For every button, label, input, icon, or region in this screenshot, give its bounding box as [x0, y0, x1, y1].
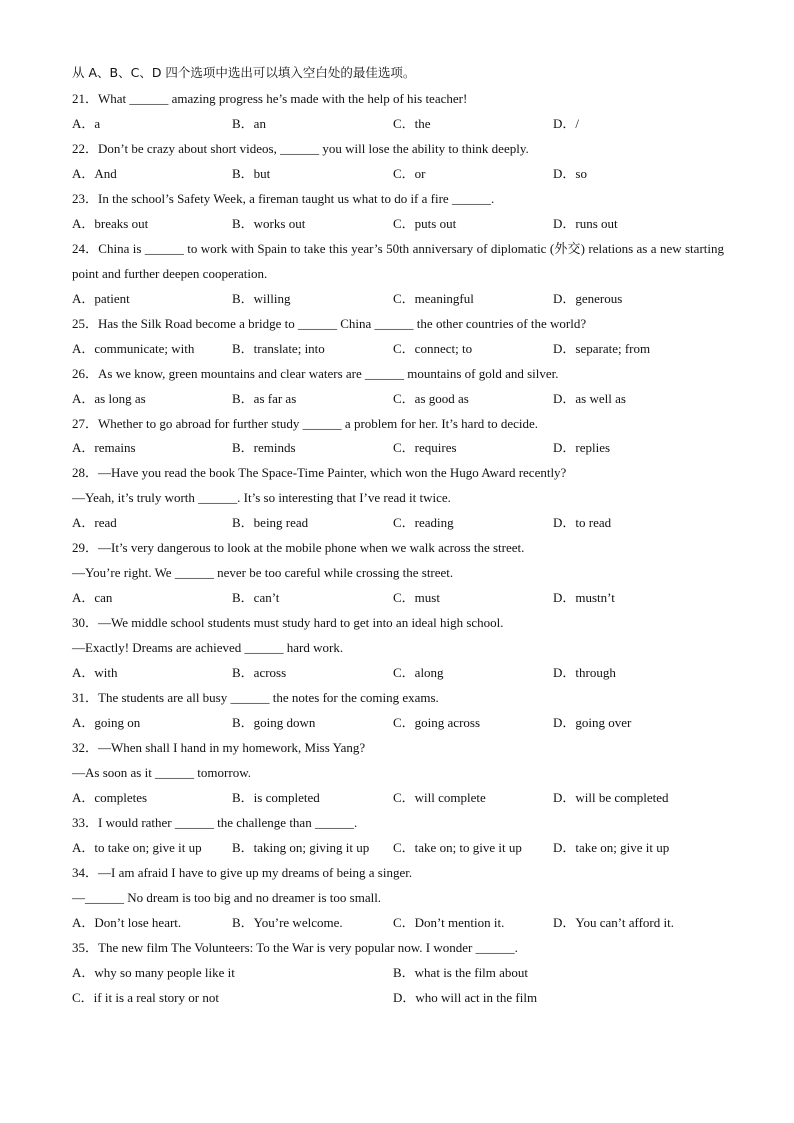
question-29-stem: 29．—It’s very dangerous to look at the mobile phone when we walk across the street. — [72, 540, 525, 555]
option-a: A．going on — [72, 715, 141, 730]
option-d: D．You can’t afford it. — [553, 915, 674, 930]
option-d: D．as well as — [553, 391, 626, 406]
question-30-reply: —Exactly! Dreams are achieved ______ hard work. — [72, 640, 344, 655]
question-27-options — [72, 435, 732, 460]
question-28-reply: —Yeah, it’s truly worth ______. It’s so interesting that I’ve read it twice. — [72, 490, 451, 505]
option-a: A．breaks out — [72, 216, 149, 231]
option-c: C．Don’t mention it. — [393, 915, 505, 930]
option-d: D．take on; give it up — [553, 840, 670, 855]
option-b: B．what is the film about — [393, 965, 529, 980]
option-b: B．taking on; giving it up — [232, 840, 370, 855]
option-b: B．across — [232, 665, 287, 680]
option-a: A．And — [72, 166, 117, 181]
option-d: D．replies — [553, 440, 611, 455]
option-d: D．to read — [553, 515, 612, 530]
option-c: C．meaningful — [393, 291, 474, 306]
question-34-options — [72, 910, 732, 935]
option-a: A．why so many people like it — [72, 965, 235, 980]
option-a: A．read — [72, 515, 117, 530]
question-23-options — [72, 211, 732, 236]
question-21-options — [72, 111, 732, 136]
option-a: A．remains — [72, 440, 136, 455]
option-d: D．separate; from — [553, 341, 651, 356]
option-b: B．an — [232, 116, 266, 131]
option-c: C．the — [393, 116, 431, 131]
option-a: A．patient — [72, 291, 130, 306]
question-29-reply: —You’re right. We ______ never be too careful while crossing the street. — [72, 565, 454, 580]
question-25-options — [72, 336, 732, 361]
option-c: C．will complete — [393, 790, 486, 805]
question-28-options — [72, 510, 732, 535]
question-28-stem: 28．—Have you read the book The Space-Time Painter, which won the Hugo Award recently? — [72, 465, 567, 480]
option-b: B．going down — [232, 715, 316, 730]
question-32-options — [72, 785, 732, 810]
option-d: D．generous — [553, 291, 623, 306]
question-27-stem: 27．Whether to go abroad for further study ______ a problem for her. It’s hard to decide. — [72, 416, 539, 431]
question-29-options — [72, 585, 732, 610]
option-d: D．mustn’t — [553, 590, 615, 605]
option-b: B．can’t — [232, 590, 280, 605]
question-26-options — [72, 386, 732, 411]
question-24-options — [72, 286, 732, 311]
option-c: C．reading — [393, 515, 454, 530]
instruction-text: 从 A、B、C、D 四个选项中选出可以填入空白处的最佳选项。 — [72, 65, 416, 80]
option-b: B．works out — [232, 216, 306, 231]
option-d: D．through — [553, 665, 616, 680]
option-d: D．/ — [553, 116, 580, 131]
option-d: D．who will act in the film — [393, 990, 538, 1005]
question-35-stem: 35．The new film The Volunteers: To the War is very popular now. I wonder ______. — [72, 940, 518, 955]
question-34-reply: —______ No dream is too big and no dreamer is too small. — [72, 890, 382, 905]
option-a: A．communicate; with — [72, 341, 195, 356]
option-c: C．connect; to — [393, 341, 473, 356]
option-b: B．but — [232, 166, 271, 181]
option-b: B．translate; into — [232, 341, 325, 356]
option-c: C．or — [393, 166, 426, 181]
question-31-options — [72, 710, 732, 735]
question-35-options-row2 — [72, 985, 732, 1010]
option-b: B．You’re welcome. — [232, 915, 343, 930]
option-d: D．going over — [553, 715, 632, 730]
option-a: A．a — [72, 116, 101, 131]
question-22-stem: 22．Don’t be crazy about short videos, ______ you will lose the ability to think deeply. — [72, 141, 529, 156]
question-21-stem: 21．What ______ amazing progress he’s made with the help of his teacher! — [72, 91, 468, 106]
option-c: C．must — [393, 590, 440, 605]
option-c: C．along — [393, 665, 444, 680]
option-d: D．so — [553, 166, 587, 181]
question-32-stem: 32．—When shall I hand in my homework, Miss Yang? — [72, 740, 366, 755]
question-33-stem: 33．I would rather ______ the challenge than ______. — [72, 815, 358, 830]
question-32-reply: —As soon as it ______ tomorrow. — [72, 765, 251, 780]
option-a: A．can — [72, 590, 113, 605]
question-31-stem: 31．The students are all busy ______ the notes for the coming exams. — [72, 690, 439, 705]
question-24-stem: 24．China is ______ to work with Spain to take this year’s 50th anniversary of diplomatic (外交) relations as a new starting point and further deepen cooperation. — [72, 241, 724, 281]
option-d: D．will be completed — [553, 790, 669, 805]
question-25-stem: 25．Has the Silk Road become a bridge to ______ China ______ the other countries of the world? — [72, 316, 587, 331]
option-a: A．to take on; give it up — [72, 840, 202, 855]
option-a: A．with — [72, 665, 118, 680]
option-d: D．runs out — [553, 216, 618, 231]
option-b: B．being read — [232, 515, 309, 530]
question-34-stem: 34．—I am afraid I have to give up my dreams of being a singer. — [72, 865, 413, 880]
option-c: C．requires — [393, 440, 457, 455]
question-30-options — [72, 660, 732, 685]
option-b: B．reminds — [232, 440, 296, 455]
question-26-stem: 26．As we know, green mountains and clear waters are ______ mountains of gold and silver. — [72, 366, 559, 381]
option-b: B．as far as — [232, 391, 297, 406]
question-30-stem: 30．—We middle school students must study hard to get into an ideal high school. — [72, 615, 504, 630]
option-a: A．Don’t lose heart. — [72, 915, 182, 930]
question-22-options — [72, 161, 732, 186]
question-23-stem: 23．In the school’s Safety Week, a fireman taught us what to do if a fire ______. — [72, 191, 495, 206]
option-c: C．as good as — [393, 391, 469, 406]
question-33-options — [72, 835, 732, 860]
option-a: A．as long as — [72, 391, 146, 406]
option-c: C．going across — [393, 715, 481, 730]
question-35-options-row1 — [72, 960, 732, 985]
option-b: B．willing — [232, 291, 291, 306]
option-b: B．is completed — [232, 790, 320, 805]
option-c: C．take on; to give it up — [393, 840, 522, 855]
option-c: C．puts out — [393, 216, 457, 231]
option-a: A．completes — [72, 790, 148, 805]
option-c: C．if it is a real story or not — [72, 990, 219, 1005]
